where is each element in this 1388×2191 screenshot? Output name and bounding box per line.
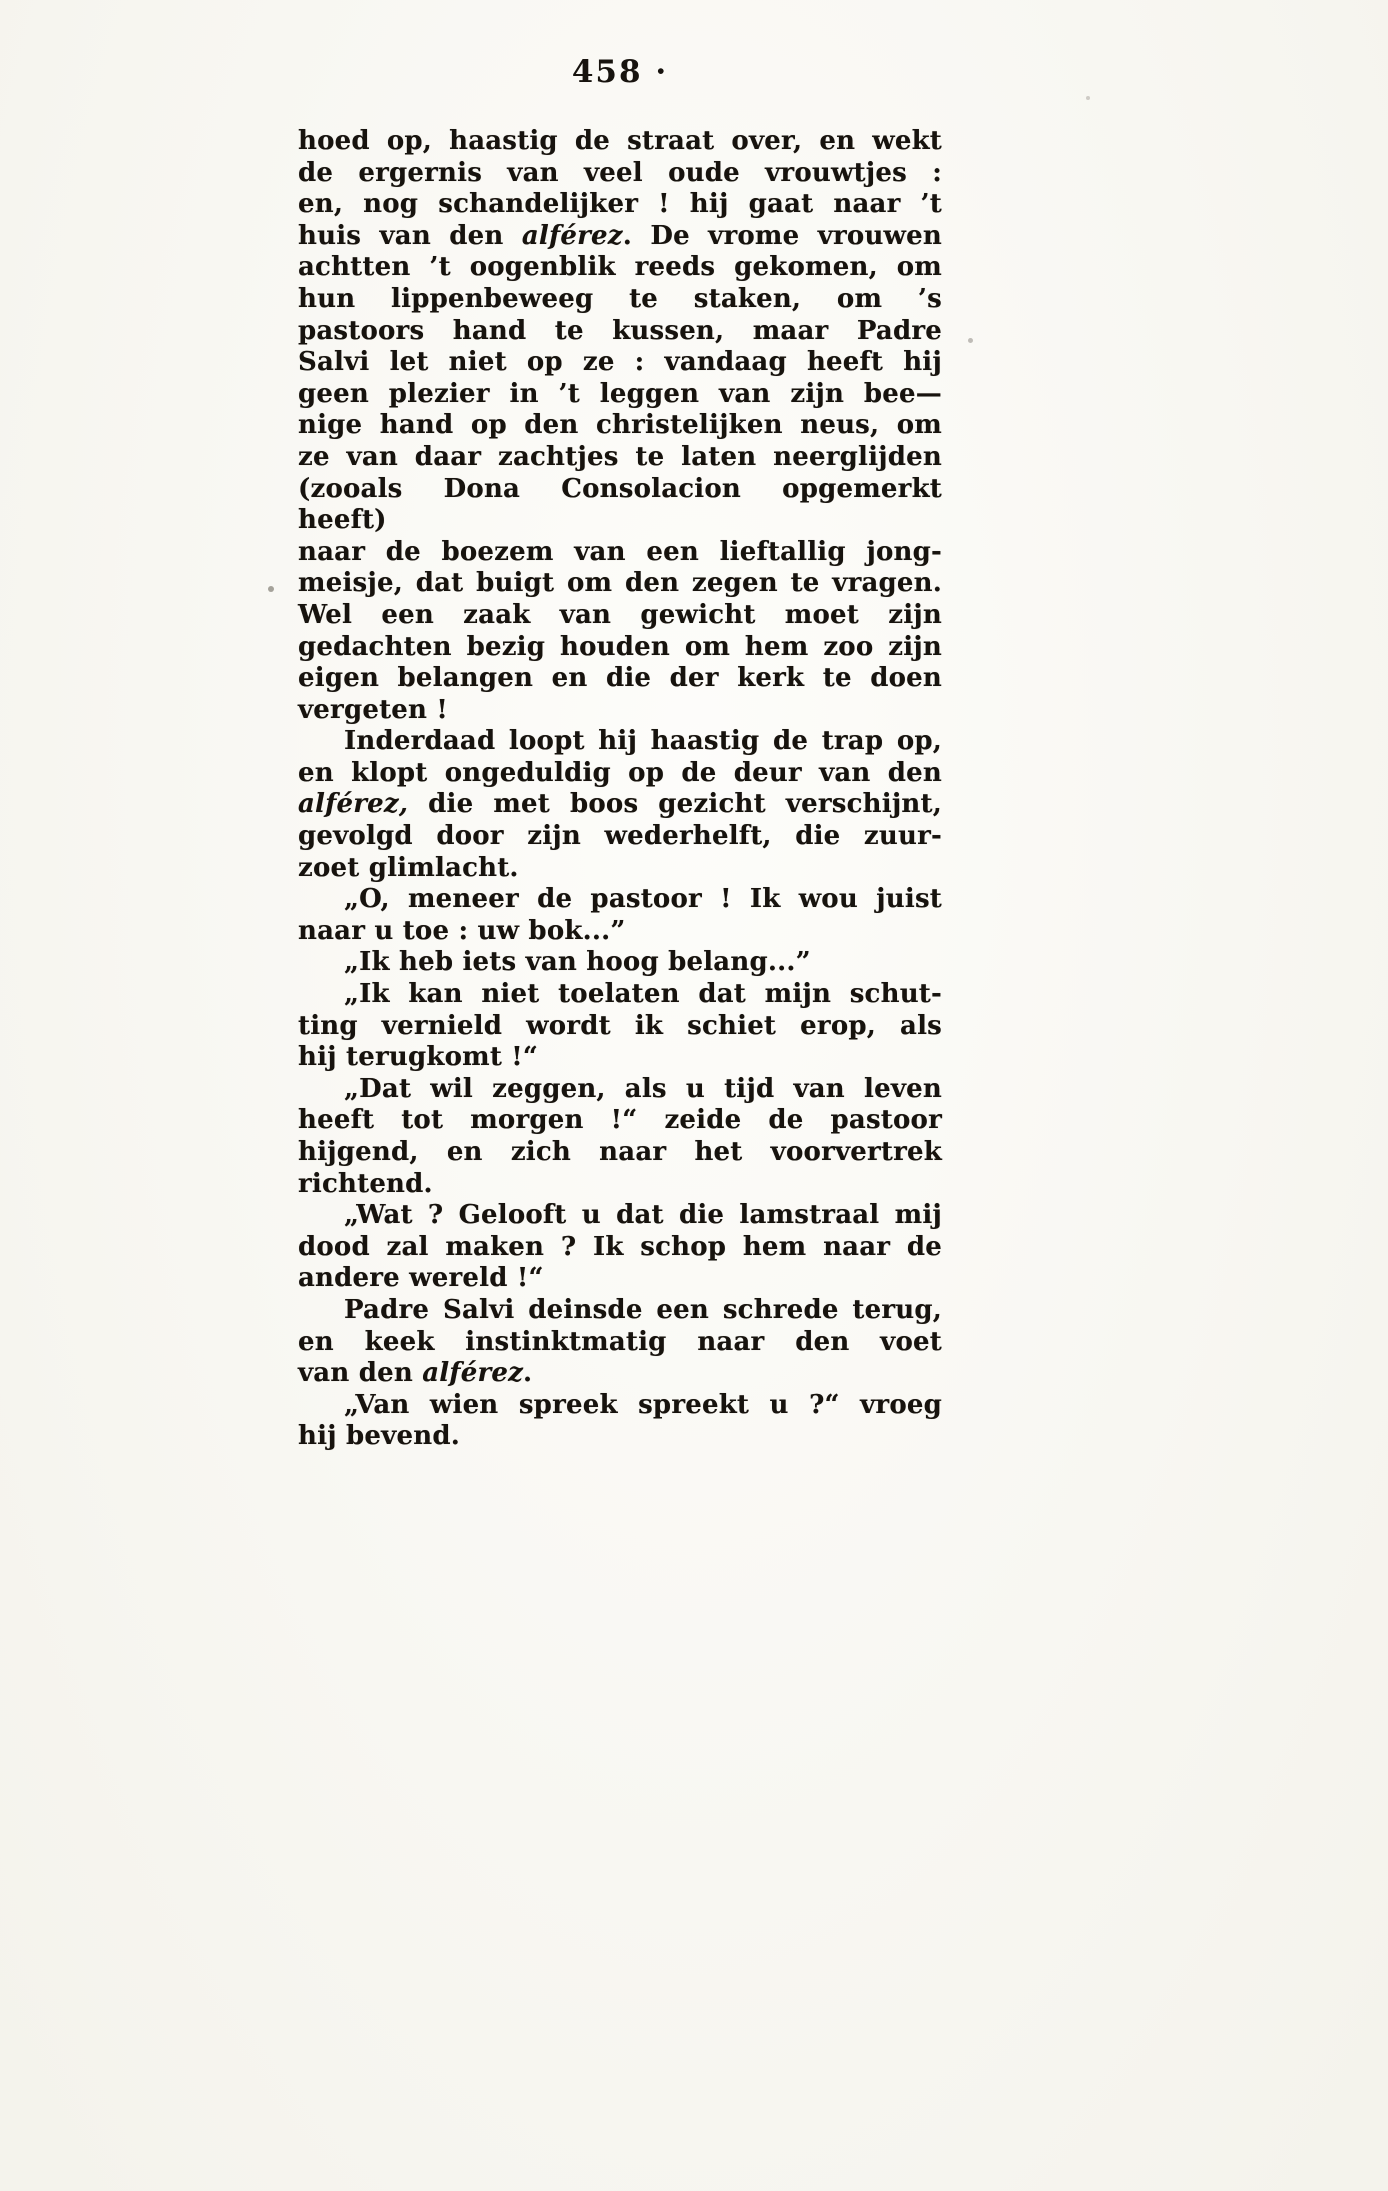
text-line — [298, 632, 942, 664]
text-line — [298, 1421, 942, 1453]
text-line — [298, 884, 942, 916]
text-line — [298, 1358, 942, 1390]
text-segment: naar de boezem van een lieftallig jong- — [298, 536, 942, 567]
text-segment: achtten ’t oogenblik reeds gekomen, om — [298, 252, 942, 283]
text-line — [298, 347, 942, 379]
text-segment: gevolgd door zijn wederhelft, die zuur- — [298, 821, 942, 852]
text-line — [298, 695, 942, 727]
text-line — [298, 853, 942, 885]
text-segment: heeft tot morgen !“ zeide de pastoor — [298, 1105, 942, 1136]
text-segment: hoed op, haastig de straat over, en wekt — [298, 126, 942, 156]
text-segment: meisje, dat buigt om den zegen te vragen. — [298, 568, 942, 599]
text-line — [298, 442, 942, 474]
text-segment: Padre Salvi deinsde een schrede terug, — [344, 1294, 942, 1325]
text-line — [298, 410, 942, 442]
text-line — [298, 158, 942, 190]
text-segment: huis van den — [298, 220, 522, 251]
text-line — [298, 1137, 942, 1169]
text-line — [298, 568, 942, 600]
text-line — [298, 252, 942, 284]
text-line — [298, 1232, 942, 1264]
text-line — [298, 726, 942, 758]
text-segment: nige hand op den christelijken neus, om — [298, 410, 942, 441]
text-line — [298, 947, 942, 979]
text-segment: naar u toe : uw bok...” — [298, 915, 626, 946]
italic-text-segment: alférez — [521, 220, 623, 251]
text-segment: gedachten bezig houden om hem zoo zijn — [298, 631, 942, 662]
text-segment: hij bevend. — [298, 1421, 460, 1452]
text-segment: hijgend, en zich naar het voorvertrek — [298, 1137, 942, 1167]
text-line — [298, 1105, 942, 1137]
text-line — [298, 1327, 942, 1359]
text-segment: „Dat wil zeggen, als u tijd van leven — [344, 1073, 942, 1104]
scan-speck — [268, 586, 274, 592]
text-segment: de ergernis van veel oude vrouwtjes : — [298, 157, 942, 188]
text-segment: „Ik heb iets van hoog belang...” — [344, 947, 811, 978]
text-segment: Salvi let niet op ze : vandaag heeft hij — [298, 347, 942, 378]
text-line — [298, 1263, 942, 1295]
text-line — [298, 821, 942, 853]
scan-speck — [1086, 96, 1090, 100]
text-segment: en, nog schandelijker ! hij gaat naar ’t — [298, 189, 942, 220]
text-segment: geen plezier in ’t leggen van zijn bee— — [298, 378, 942, 409]
text-line — [298, 189, 942, 221]
text-segment: . De vrome vrouwen — [622, 220, 942, 251]
text-segment: vergeten ! — [298, 694, 448, 725]
text-segment: dood zal maken ? Ik schop hem naar de — [298, 1231, 942, 1262]
text-line — [298, 1390, 942, 1422]
text-segment: andere wereld !“ — [298, 1263, 544, 1294]
text-line — [298, 1295, 942, 1327]
text-line — [298, 474, 942, 537]
text-line — [298, 379, 942, 411]
text-line — [298, 600, 942, 632]
text-segment: richtend. — [298, 1168, 433, 1199]
page-text-column — [298, 126, 942, 1453]
text-segment: hun lippenbeweeg te staken, om ’s — [298, 283, 942, 314]
text-line — [298, 979, 942, 1011]
text-segment: en klopt ongeduldig op de deur van den — [298, 757, 942, 788]
text-segment: „O, meneer de pastoor ! Ik wou juist — [344, 884, 942, 915]
text-segment: hij terugkomt !“ — [298, 1042, 539, 1073]
italic-text-segment: alférez — [422, 1358, 524, 1389]
text-line — [298, 316, 942, 348]
text-line — [298, 663, 942, 695]
text-segment: en keek instinktmatig naar den voet — [298, 1326, 942, 1357]
text-line — [298, 537, 942, 569]
text-line — [298, 758, 942, 790]
text-line — [298, 221, 942, 253]
text-line — [298, 126, 942, 158]
text-line — [298, 1042, 942, 1074]
text-segment: (zooals Dona Consolacion opgemerkt heeft) — [298, 473, 942, 536]
text-segment: die met boos gezicht verschijnt, — [408, 789, 942, 820]
text-segment: Wel een zaak van gewicht moet zijn — [298, 599, 942, 630]
text-segment: zoet glimlacht. — [298, 852, 519, 883]
text-segment: eigen belangen en die der kerk te doen — [298, 663, 942, 694]
text-line — [298, 1200, 942, 1232]
text-segment: „Wat ? Gelooft u dat die lamstraal mij — [344, 1200, 942, 1231]
text-segment: van den — [298, 1358, 423, 1389]
text-line — [298, 789, 942, 821]
page-number: 458 · — [571, 54, 669, 90]
text-line — [298, 1074, 942, 1106]
scan-speck — [968, 338, 973, 343]
text-segment: . — [523, 1358, 533, 1389]
text-line — [298, 916, 942, 948]
text-segment: „Ik kan niet toelaten dat mijn schut- — [344, 979, 942, 1010]
text-line — [298, 284, 942, 316]
text-segment: ting vernield wordt ik schiet erop, als — [298, 1010, 942, 1041]
text-segment: ze van daar zachtjes te laten neerglijden — [298, 441, 942, 472]
text-line — [298, 1011, 942, 1043]
text-segment: pastoors hand te kussen, maar Padre — [298, 315, 942, 346]
text-segment: Inderdaad loopt hij haastig de trap op, — [344, 726, 942, 757]
italic-text-segment: alférez, — [298, 789, 409, 820]
text-segment: „Van wien spreek spreekt u ?“ vroeg — [344, 1389, 942, 1420]
text-line — [298, 1169, 942, 1201]
